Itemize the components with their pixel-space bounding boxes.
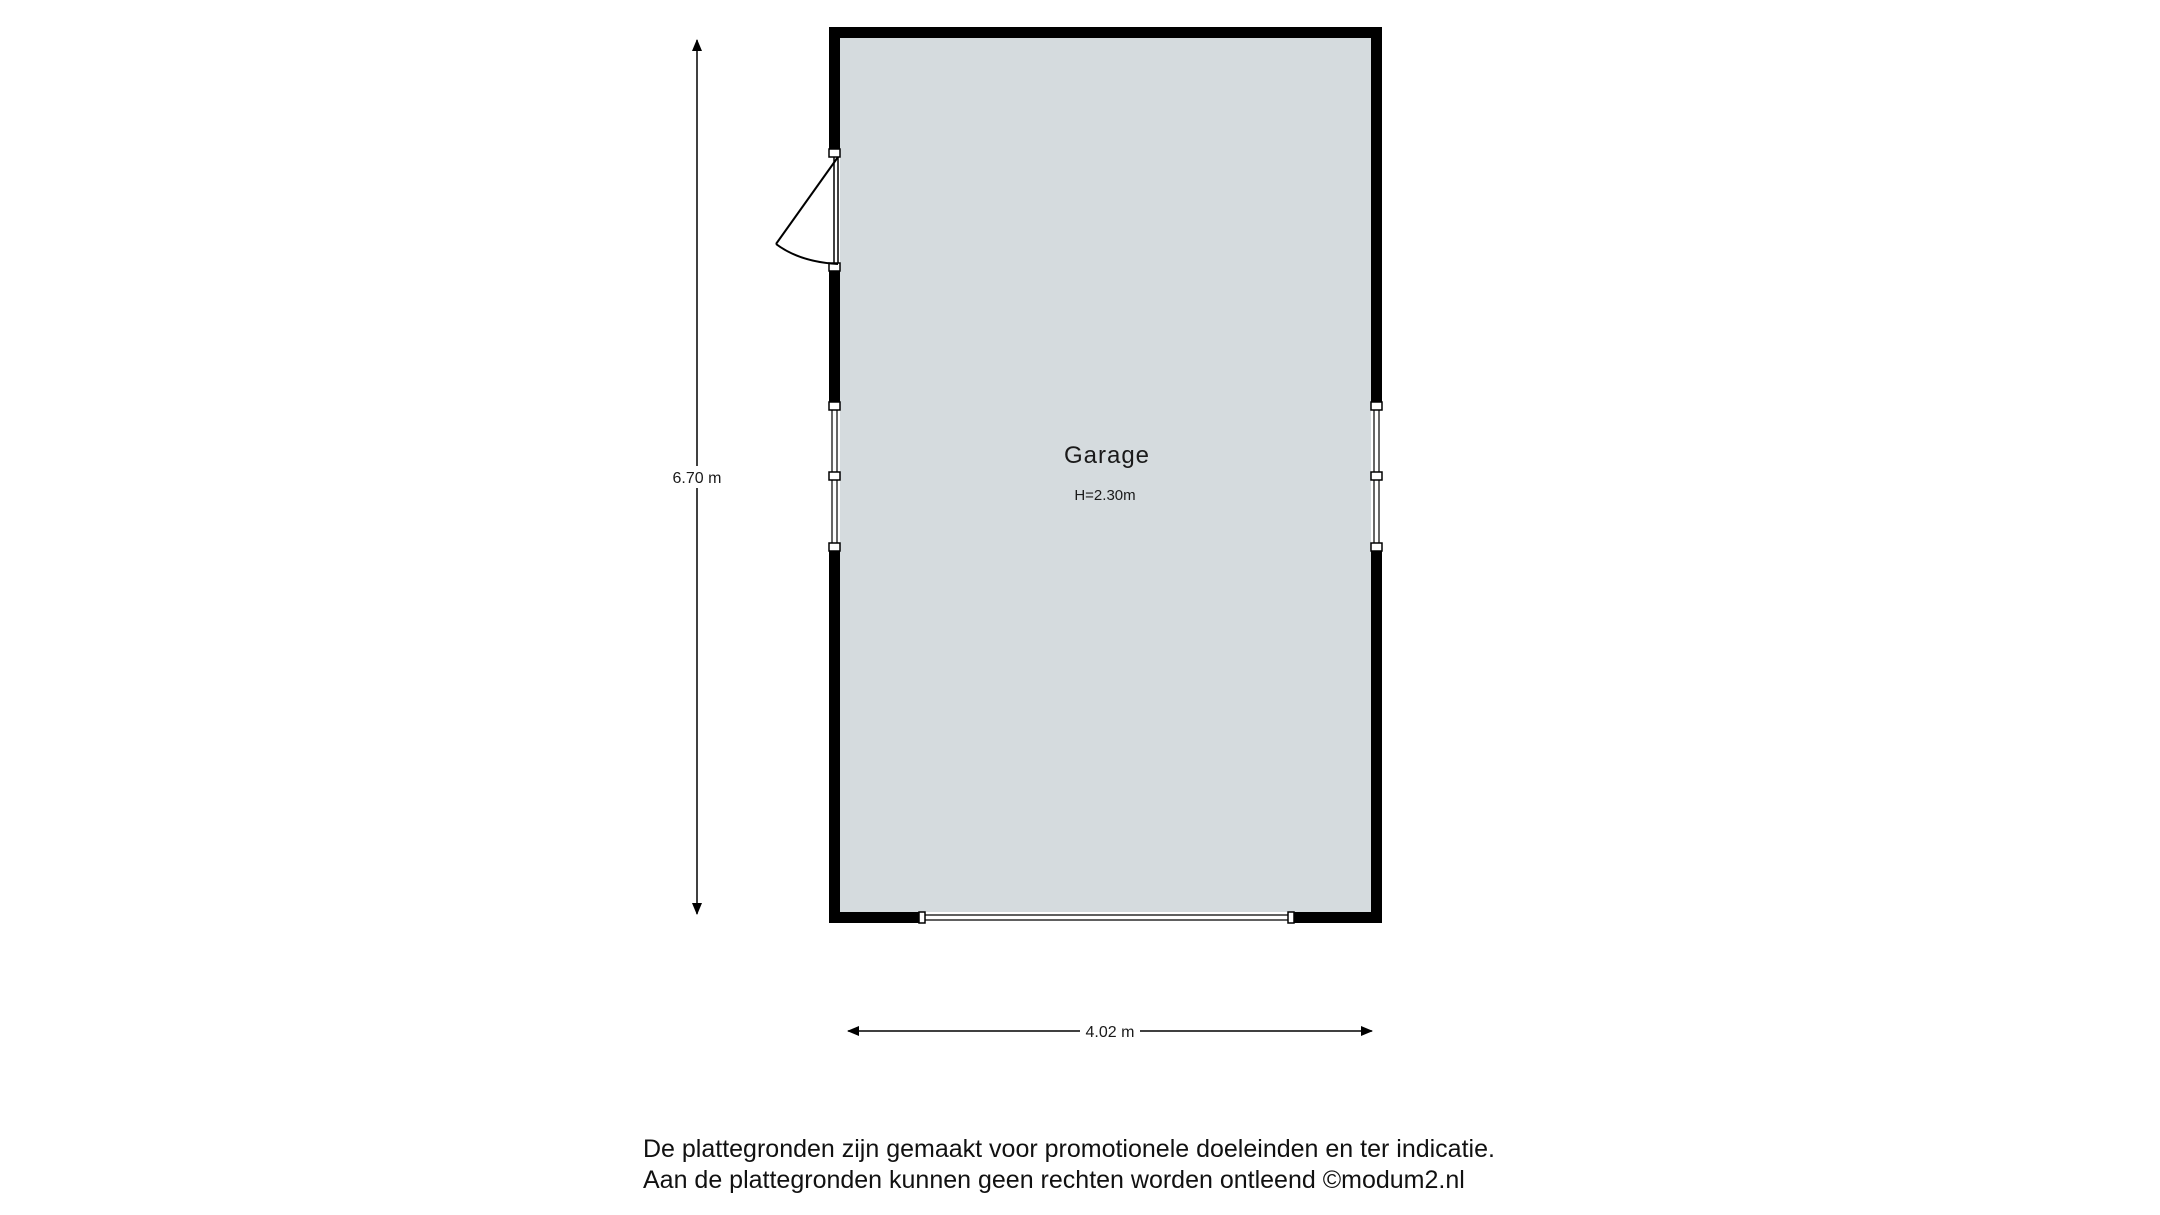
vertical-dimension: [673, 40, 722, 914]
garage-floor: [840, 37, 1371, 913]
door-leaf: [776, 157, 838, 244]
wall-left-upper: [829, 27, 840, 149]
wall-bottom-right: [1294, 912, 1382, 923]
horizontal-dimension-label: 4.02 m: [1085, 1024, 1135, 1041]
disclaimer: [643, 1134, 1495, 1196]
garage-door: [919, 912, 1294, 923]
disclaimer-line-2: Aan de plattegronden kunnen geen rechten worden ontleend ©modum2.nl: [643, 1166, 1465, 1194]
horizontal-dimension: [848, 1024, 1372, 1041]
vertical-dimension-label: 6.70 m: [672, 470, 722, 487]
window-left: [829, 402, 840, 551]
room-height: H=2.30m: [1074, 487, 1136, 504]
wall-left-middle: [829, 271, 840, 402]
room-name: Garage: [1063, 442, 1151, 469]
wall-top: [829, 27, 1382, 38]
window-right: [1371, 402, 1382, 551]
side-door: [776, 149, 840, 271]
wall-bottom-left: [829, 912, 919, 923]
wall-right-upper: [1371, 27, 1382, 402]
disclaimer-line-1: De plattegronden zijn gemaakt voor promotionele doeleinden en ter indicatie.: [643, 1135, 1495, 1163]
door-swing-arc: [776, 244, 838, 264]
wall-left-lower: [829, 551, 840, 923]
wall-right-lower: [1371, 551, 1382, 923]
